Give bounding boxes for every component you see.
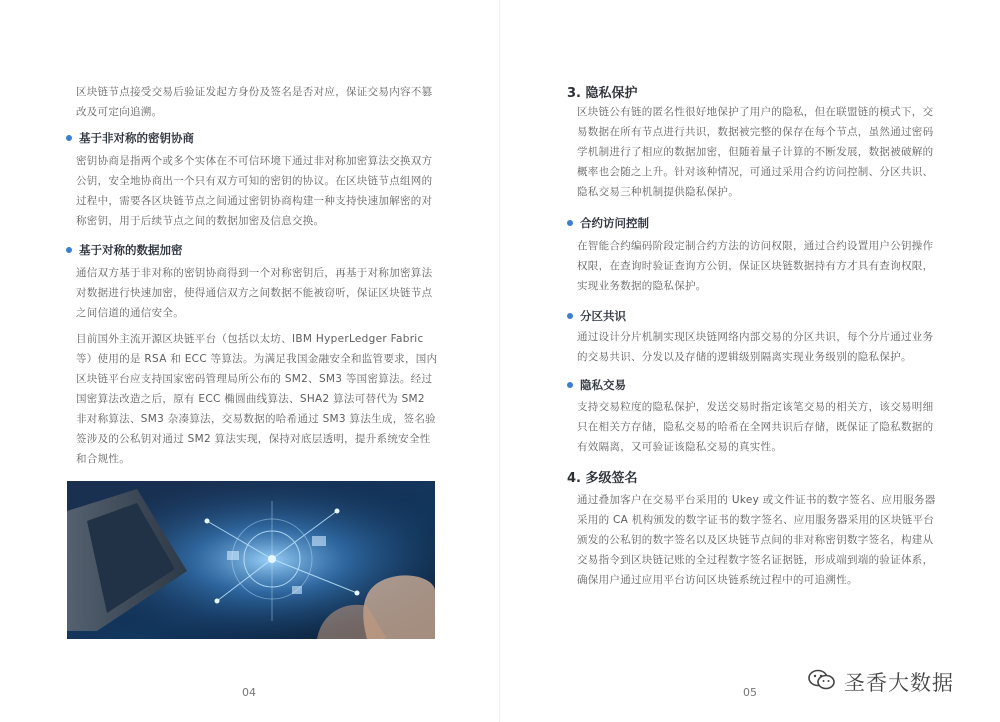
bullet-heading-private-transaction: 隐私交易 [567,377,626,393]
watermark-text: 圣香大数据 [844,671,954,695]
right-page [500,0,1000,722]
section-title-multisig: 4. 多级签名 [567,471,638,486]
bullet-body-access-control: 在智能合约编码阶段定制合约方法的访问权限，通过合约设置用户公钥操作权限，在查询时验证查询方公钥，保证区块链数据持有方才具有查询权限，实现业务数据的隐私保护。 [577,240,934,292]
left-intro-paragraph: 区块链节点接受交易后验证发起方身份及签名是否对应，保证交易内容不篡改及可定向追溯。 [76,86,433,118]
bullet-heading-symmetric-encryption: 基于对称的数据加密 [66,242,183,258]
bullet-dot-icon [567,313,573,319]
bullet-dot-icon [567,220,573,226]
blockchain-illustration [67,481,435,639]
section-title-privacy: 3. 隐私保护 [567,86,638,101]
section-body-privacy: 区块链公有链的匿名性很好地保护了用户的隐私，但在联盟链的模式下，交易数据在所有节点进行共识，数据被完整的保存在每个节点，虽然通过密码学机制进行了相应的数据加密，但随着量子计算的不断发展，数据被破解的概率也会随之上升。针对该种情况，可通过采用合约访问控制、分区共识、隐私交易三种机制提供隐私保护。 [577,106,934,198]
bullet-dot-icon [567,382,573,388]
bullet-dot-icon [66,247,72,253]
bullet-heading-asymmetric-key: 基于非对称的密钥协商 [66,130,194,146]
bullet-heading-partition-consensus: 分区共识 [567,308,626,324]
bullet-body-private-transaction: 支持交易粒度的隐私保护，发送交易时指定该笔交易的相关方，该交易明细只在相关方存储，隐私交易的哈希在全网共识后存储，既保证了隐私数据的有效隔离，又可验证该隐私交易的真实性。 [577,401,934,453]
page-number-right: 05 [743,686,757,699]
wechat-icon [808,668,836,696]
left-main-paragraph: 目前国外主流开源区块链平台（包括以太坊、IBM HyperLedger Fabric 等）使用的是 RSA 和 ECC 等算法。为满足我国金融安全和监管要求，国内区块链平台应支持国家密码管理局所公布的 SM2、SM3 等国密算法。经过国密算法改造之后，原有 ECC 椭圆曲线算法、SHA2 算法可替代为 SM2 非对称算法、SM3 杂凑算法，交易数据的哈希通过 SM3 算法生成，签名验签涉及的公私钥对通过 SM2 算法实现，保持对底层透明，提升系统安全性和合规性。 [76,333,438,465]
bullet-body-partition-consensus: 通过设计分片机制实现区块链网络内部交易的分区共识，每个分片通过业务的交易共识、分发以及存储的逻辑级别隔离实现业务级别的隐私保护。 [577,331,934,363]
page-number-left: 04 [242,686,256,699]
bullet-body-symmetric-encryption: 通信双方基于非对称的密钥协商得到一个对称密钥后，再基于对称加密算法对数据进行快速加密，使得通信双方之间数据不能被窃听，保证区块链节点之间信道的通信安全。 [76,267,433,319]
bullet-heading-access-control: 合约访问控制 [567,215,649,231]
watermark [808,667,954,697]
bullet-body-asymmetric-key: 密钥协商是指两个或多个实体在不可信环境下通过非对称加密算法交换双方公钥，安全地协商出一个只有双方可知的密钥的协议。在区块链节点组网的过程中，需要各区块链节点之间通过密钥协商构建一种支持快速加解密的对称密钥，用于后续节点之间的数据加密及信息交换。 [76,155,433,227]
bullet-dot-icon [66,135,72,141]
section-body-multisig: 通过叠加客户在交易平台采用的 Ukey 或文件证书的数字签名、应用服务器采用的 CA 机构颁发的数字证书的数字签名、应用服务器采用的区块链平台颁发的公私钥的数字签名以及区块链节点间的非对称密钥数字签名，构建从交易指令到区块链记账的全过程数字签名证据链，形成端到端的验证体系，确保用户通过应用平台访问区块链系统过程中的可追溯性。 [577,494,936,586]
